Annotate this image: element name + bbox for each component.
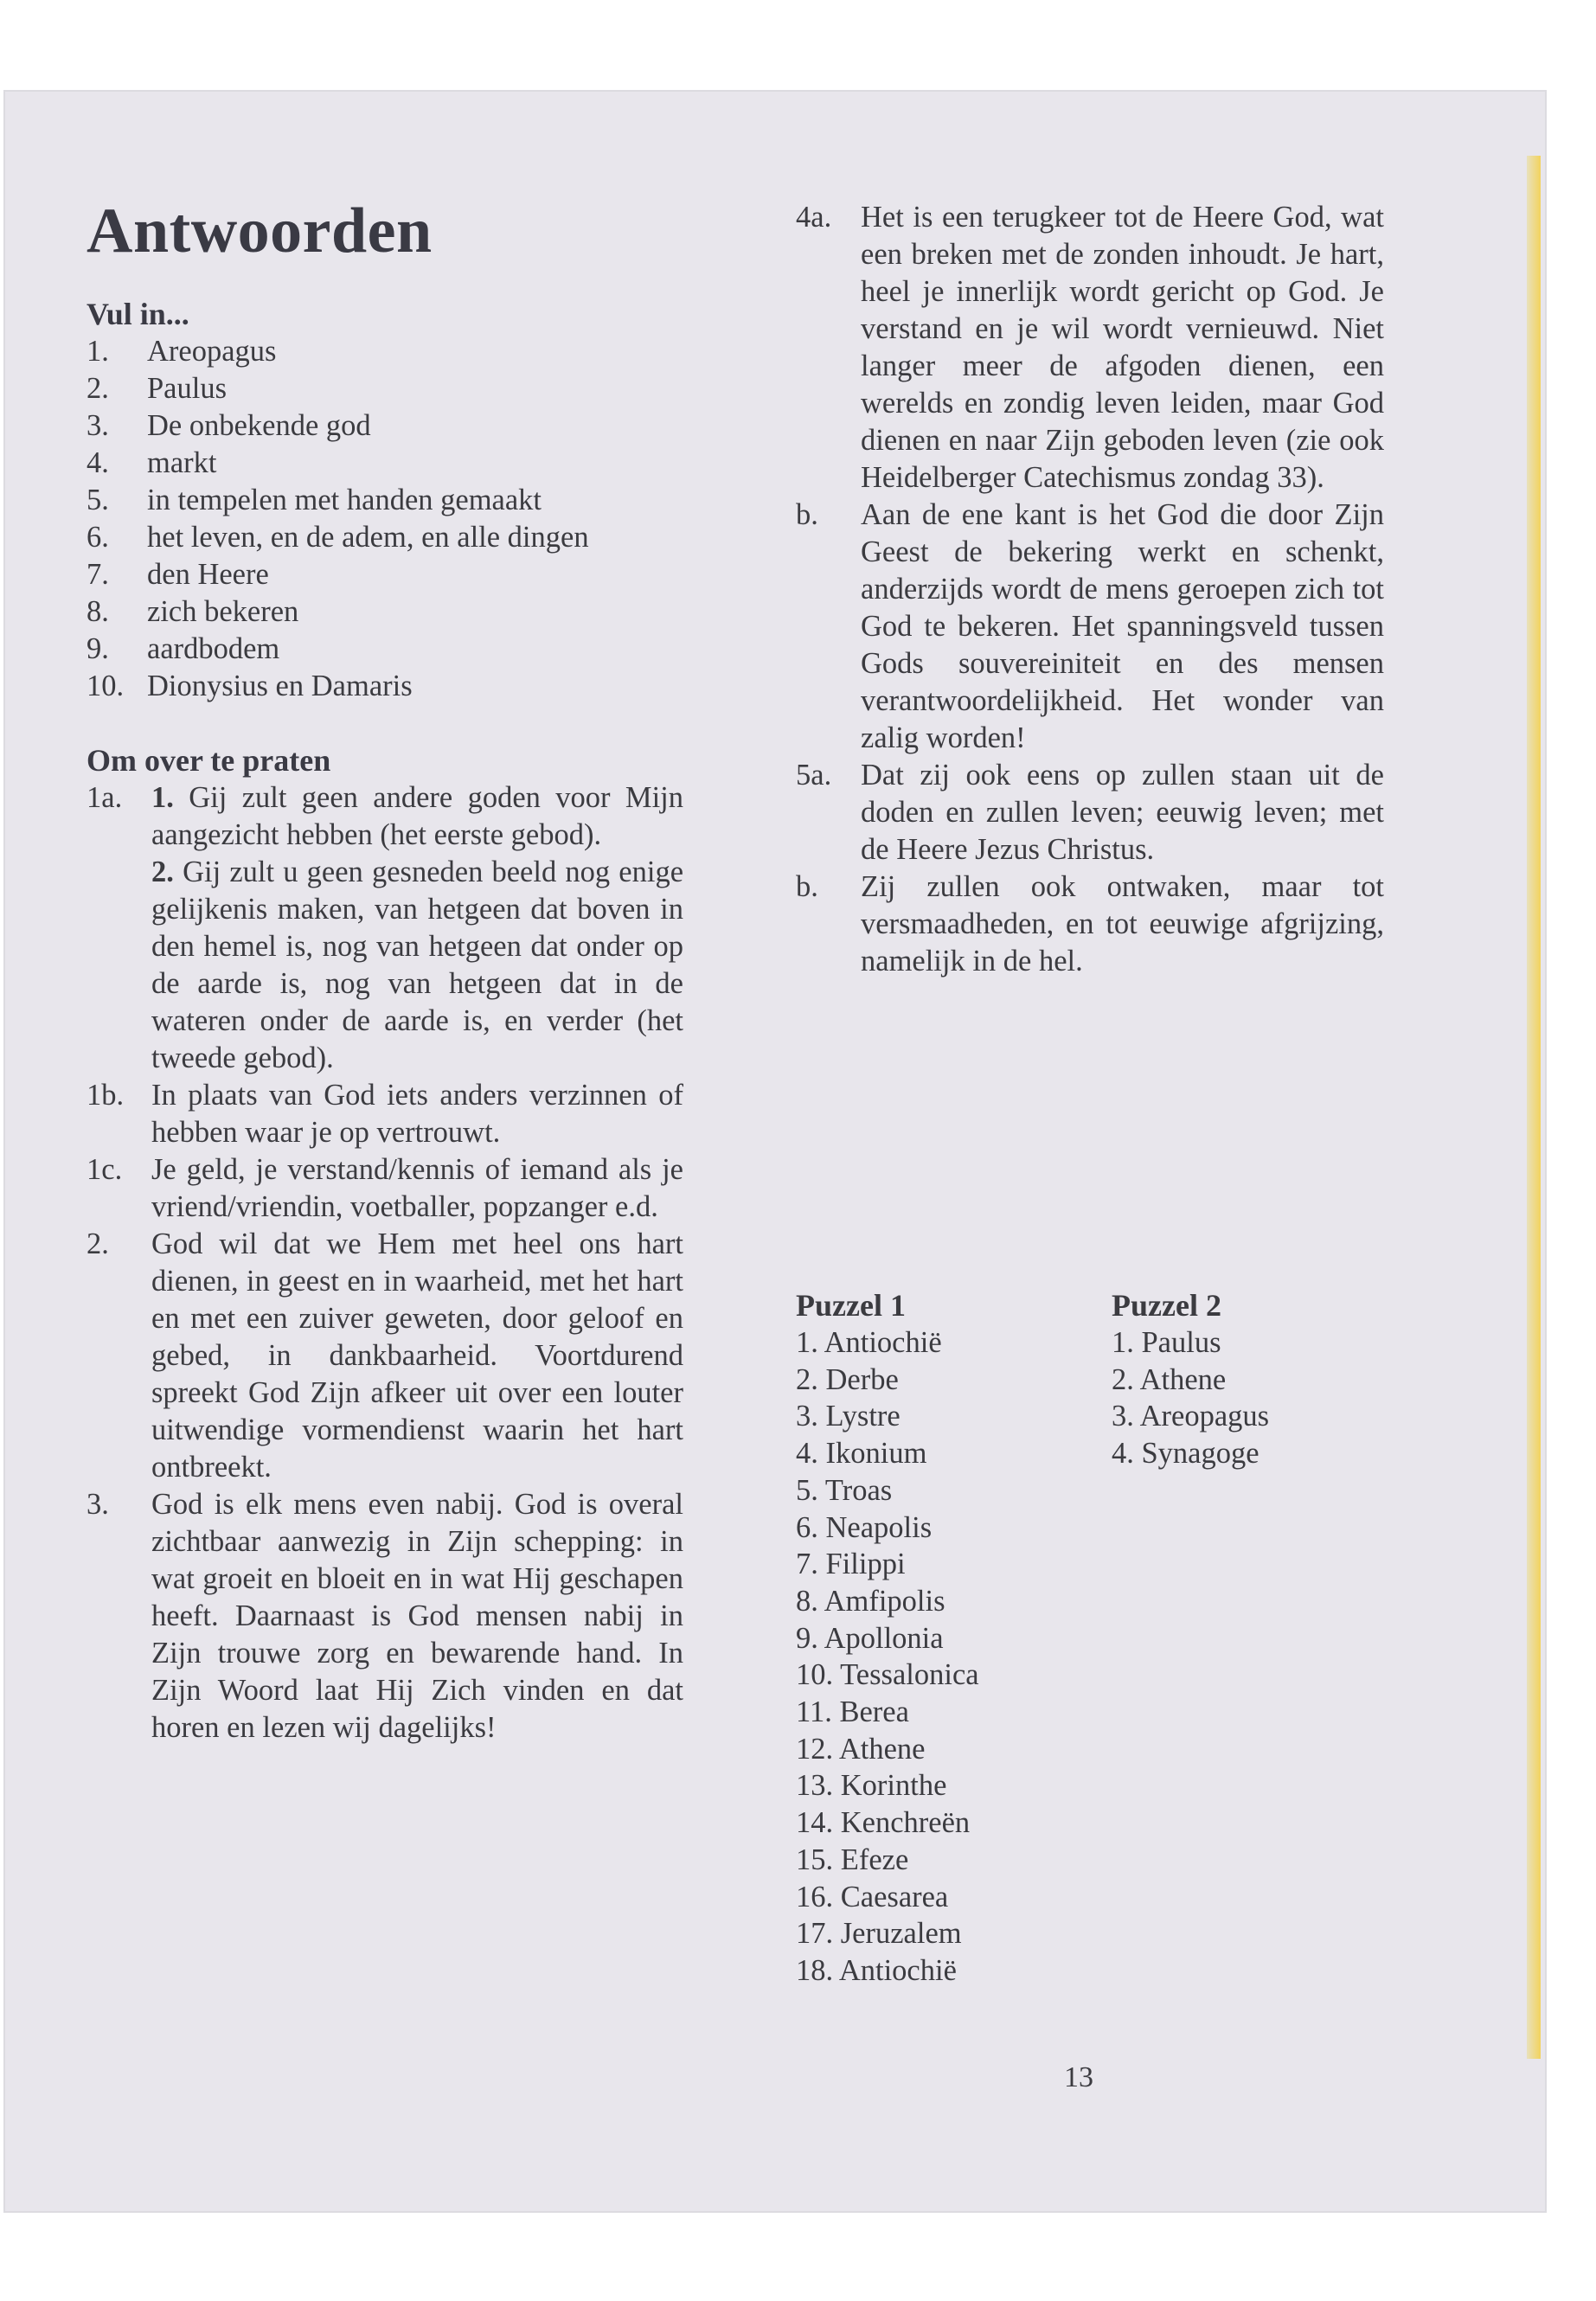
item-text: Dionysius en Damaris: [147, 670, 413, 702]
section-title-vul-in: Vul in...: [87, 297, 189, 331]
page-title: Antwoorden: [87, 195, 433, 266]
item-number: 4.: [87, 446, 109, 479]
answer-5a: [796, 757, 1384, 868]
answer-label: 4a.: [796, 201, 832, 234]
commandment-number: 1.: [151, 781, 174, 814]
puzzle-1-list: [796, 1324, 1112, 1990]
list-item: 12. Athene: [796, 1732, 926, 1766]
list-item: 17. Jeruzalem: [796, 1917, 962, 1951]
list-item: 13. Korinthe: [796, 1769, 947, 1803]
list-item: 3. Lystre: [796, 1400, 901, 1433]
item-number: 6.: [87, 521, 109, 554]
answer-2: [87, 1226, 683, 1486]
answer-text: Dat zij ook eens op zullen staan uit de doden en zullen leven; eeuwig leven; met de Heere Jezus Christus.: [861, 759, 1384, 866]
list-item: [87, 370, 683, 407]
puzzle-answers: [796, 1287, 1401, 1990]
list-item: [87, 445, 683, 482]
answer-label: b.: [796, 498, 818, 531]
item-text: Paulus: [147, 372, 228, 405]
item-number: 3.: [87, 409, 109, 442]
page-edge: [1527, 156, 1541, 2059]
answer-1b: [87, 1077, 683, 1151]
puzzle-1-title: Puzzel 1: [796, 1288, 906, 1323]
answer-text: [151, 779, 683, 1077]
list-item: 10. Tessalonica: [796, 1658, 979, 1692]
list-item: 16. Caesarea: [796, 1880, 949, 1913]
answer-text: Aan de ene kant is het God die door Zijn Geest de bekering werkt en schenkt, anderzijds wordt de mens geroepen zich tot God te bekeren. Het spanningsveld tussen Gods souvereiniteit en des mensen verantwoordelijkheid. Het wonder van zalig worden!: [861, 498, 1384, 754]
answer-text: In plaats van God iets anders verzinnen of hebben waar je op vertrouwt.: [151, 1079, 683, 1149]
list-item: 11. Berea: [796, 1695, 909, 1729]
list-item: 2. Athene: [1112, 1362, 1227, 1396]
list-item: [87, 631, 683, 668]
list-item: 15. Efeze: [796, 1843, 909, 1876]
item-text: aardbodem: [147, 632, 280, 665]
item-number: 2.: [87, 372, 109, 405]
list-item: 8. Amfipolis: [796, 1584, 945, 1618]
puzzle-2: [1112, 1287, 1371, 1990]
list-item: 9. Apollonia: [796, 1621, 944, 1655]
answer-text: Het is een terugkeer tot de Heere God, wat een breken met de zonden inhoudt. Je hart, heel je innerlijk wordt gericht op God. Je verstand en je wil wordt vernieuwd. Niet langer meer de afgoden dienen, een werelds en zondig leven leiden, maar God dienen en naar Zijn geboden leven (zie ook Heidelberger Catechismus zondag 33).: [861, 201, 1384, 494]
puzzle-2-list: [1112, 1324, 1371, 1472]
item-text: zich bekeren: [147, 595, 299, 628]
left-column: [87, 195, 684, 1747]
list-item: [87, 333, 683, 370]
item-text: in tempelen met handen gemaakt: [147, 484, 542, 516]
answer-4a: [796, 199, 1384, 497]
list-item: 2. Derbe: [796, 1362, 899, 1396]
section-title-om-over-te-praten: Om over te praten: [87, 743, 331, 778]
answer-label: 1a.: [87, 781, 123, 814]
answer-text: Zij zullen ook ontwaken, maar tot versmaadheden, en tot eeuwige afgrijzing, namelijk in de hel.: [861, 870, 1384, 977]
commandment-text: Gij zult u geen gesneden beeld nog enige gelijkenis maken, van hetgeen dat boven in den hemel is, nog van hetgeen dat onder op de aarde is, nog van hetgeen dat in de wateren onder de aarde is, en verder (het tweede gebod).: [151, 856, 684, 1074]
list-item: 14. Kenchreën: [796, 1806, 971, 1840]
commandment-text: Gij zult geen andere goden voor Mijn aangezicht hebben (het eerste gebod).: [151, 781, 683, 851]
list-item: [87, 482, 683, 519]
list-item: [87, 519, 683, 556]
item-number: 5.: [87, 484, 109, 516]
item-text: markt: [147, 446, 217, 479]
list-item: 4. Ikonium: [796, 1437, 927, 1471]
list-item: 6. Neapolis: [796, 1510, 933, 1544]
answer-label: 1b.: [87, 1079, 125, 1112]
answer-label: 2.: [87, 1227, 109, 1260]
answer-label: b.: [796, 870, 818, 903]
answer-1a: [87, 779, 683, 1077]
list-item: [87, 668, 683, 705]
puzzle-2-title: Puzzel 2: [1112, 1288, 1221, 1323]
list-item: [87, 556, 683, 593]
item-text: den Heere: [147, 558, 269, 591]
list-item: 18. Antiochië: [796, 1953, 957, 1987]
item-number: 10.: [87, 670, 125, 702]
answer-label: 5a.: [796, 759, 832, 792]
answer-3: [87, 1486, 683, 1747]
right-column: [796, 199, 1384, 980]
list-item: 1. Paulus: [1112, 1326, 1221, 1359]
list-item: 5. Troas: [796, 1473, 893, 1507]
answer-text: Je geld, je verstand/kennis of iemand als je vriend/vriendin, voetballer, popzanger e.d.: [151, 1153, 683, 1223]
item-number: 8.: [87, 595, 109, 628]
answer-label: 3.: [87, 1488, 109, 1521]
puzzle-1: [796, 1287, 1112, 1990]
item-number: 1.: [87, 335, 109, 368]
answer-5b: [796, 868, 1384, 980]
list-item: 3. Areopagus: [1112, 1400, 1270, 1433]
answer-1c: [87, 1151, 683, 1226]
answer-text: God is elk mens even nabij. God is overal zichtbaar aanwezig in Zijn schepping: in wat groeit en bloeit en in wat Hij geschapen heeft. Daarnaast is God mensen nabij in Zijn trouwe zorg en bewarende hand. In Zijn Woord laat Hij Zich vinden en dat horen en lezen wij dagelijks!: [151, 1488, 683, 1744]
list-item: 7. Filippi: [796, 1548, 906, 1581]
answer-label: 1c.: [87, 1153, 123, 1186]
answer-4b: [796, 497, 1384, 757]
item-number: 9.: [87, 632, 109, 665]
page-number: 13: [1064, 2061, 1093, 2093]
list-item: [87, 407, 683, 445]
list-item: 4. Synagoge: [1112, 1437, 1259, 1471]
commandment-number: 2.: [151, 856, 174, 888]
answer-text: God wil dat we Hem met heel ons hart dienen, in geest en in waarheid, met het hart en met een zuiver geweten, door geloof en gebed, in dankbaarheid. Voortdurend spreekt God Zijn afkeer uit over een louter uitwendige vormendienst waarin het hart ontbreekt.: [151, 1227, 683, 1484]
vul-in-list: [87, 333, 683, 705]
list-item: 1. Antiochië: [796, 1326, 942, 1359]
item-text: De onbekende god: [147, 409, 371, 442]
item-text: Areopagus: [147, 335, 277, 368]
item-text: het leven, en de adem, en alle dingen: [147, 521, 589, 554]
item-number: 7.: [87, 558, 109, 591]
list-item: [87, 593, 683, 631]
